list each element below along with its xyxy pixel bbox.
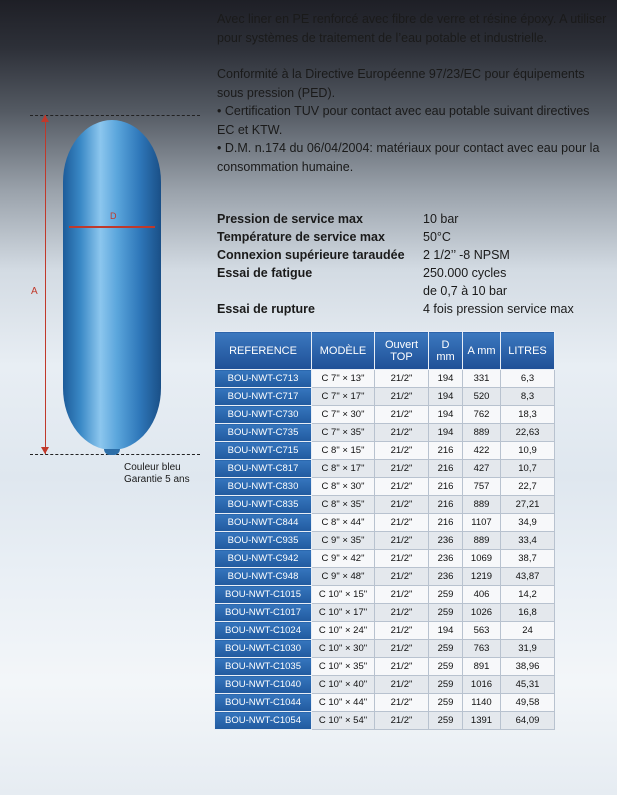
caption-color: Couleur bleu	[124, 462, 181, 473]
table-cell: 21/2"	[375, 640, 429, 658]
table-cell: BOU-NWT-C1030	[215, 640, 312, 658]
top-guide-line	[30, 115, 200, 116]
table-cell: 216	[429, 496, 463, 514]
table-row	[215, 406, 555, 424]
spec-value: 4 fois pression service max	[423, 302, 574, 316]
table-cell: 406	[463, 586, 501, 604]
table-cell: C 7" × 30"	[312, 406, 375, 424]
column-header: Ouvert TOP	[375, 332, 429, 370]
table-cell: 21/2"	[375, 568, 429, 586]
table-cell: BOU-NWT-C715	[215, 442, 312, 460]
table-cell: 259	[429, 658, 463, 676]
table-cell: 21/2"	[375, 658, 429, 676]
table-cell: 757	[463, 478, 501, 496]
table-cell: 14,2	[501, 586, 555, 604]
caption-warranty: Garantie 5 ans	[124, 474, 190, 485]
table-cell: 1219	[463, 568, 501, 586]
table-cell: C 7" × 13"	[312, 370, 375, 388]
column-header: D mm	[429, 332, 463, 370]
table-cell: 45,31	[501, 676, 555, 694]
table-cell: 34,9	[501, 514, 555, 532]
table-cell: 64,09	[501, 712, 555, 730]
table-cell: 21/2"	[375, 532, 429, 550]
table-cell: C 7" × 17"	[312, 388, 375, 406]
table-row	[215, 388, 555, 406]
table-cell: C 10" × 40"	[312, 676, 375, 694]
table-cell: BOU-NWT-C1054	[215, 712, 312, 730]
table-cell: 18,3	[501, 406, 555, 424]
table-cell: C 10" × 17"	[312, 604, 375, 622]
table-cell: BOU-NWT-C942	[215, 550, 312, 568]
spec-row	[217, 246, 574, 264]
table-row	[215, 676, 555, 694]
specifications-list	[217, 210, 574, 318]
reference-table	[214, 331, 555, 730]
table-cell: 21/2"	[375, 586, 429, 604]
table-cell: BOU-NWT-C935	[215, 532, 312, 550]
column-header: MODÈLE	[312, 332, 375, 370]
table-cell: 259	[429, 586, 463, 604]
table-row	[215, 424, 555, 442]
table-cell: BOU-NWT-C713	[215, 370, 312, 388]
intro-paragraph-2: Conformité à la Directive Européenne 97/23/EC pour équipements sous pression (PED).	[217, 67, 585, 100]
table-cell: 194	[429, 424, 463, 442]
table-cell: 22,7	[501, 478, 555, 496]
table-cell: C 10" × 15"	[312, 586, 375, 604]
spec-row	[217, 210, 574, 228]
table-cell: 10,7	[501, 460, 555, 478]
dimension-a-label: A	[31, 286, 38, 297]
table-cell: BOU-NWT-C730	[215, 406, 312, 424]
column-header: REFERENCE	[215, 332, 312, 370]
table-cell: 216	[429, 442, 463, 460]
table-cell: BOU-NWT-C817	[215, 460, 312, 478]
table-cell: 520	[463, 388, 501, 406]
table-cell: 21/2"	[375, 694, 429, 712]
table-cell: C 8" × 35"	[312, 496, 375, 514]
table-cell: C 8" × 15"	[312, 442, 375, 460]
table-row	[215, 568, 555, 586]
spec-value: 250.000 cycles de 0,7 à 10 bar	[423, 266, 508, 298]
product-description	[217, 10, 607, 176]
table-cell: 891	[463, 658, 501, 676]
table-cell: C 10" × 35"	[312, 658, 375, 676]
table-cell: 21/2"	[375, 496, 429, 514]
table-cell: 21/2"	[375, 424, 429, 442]
table-cell: BOU-NWT-C1035	[215, 658, 312, 676]
table-cell: 236	[429, 568, 463, 586]
table-row	[215, 622, 555, 640]
table-cell: 6,3	[501, 370, 555, 388]
table-cell: 21/2"	[375, 388, 429, 406]
table-row	[215, 460, 555, 478]
table-cell: 8,3	[501, 388, 555, 406]
table-cell: 259	[429, 640, 463, 658]
table-cell: 33,4	[501, 532, 555, 550]
table-cell: BOU-NWT-C1015	[215, 586, 312, 604]
table-row	[215, 658, 555, 676]
table-cell: 889	[463, 424, 501, 442]
table-header-row	[215, 332, 555, 370]
height-dimension-line	[45, 115, 46, 454]
table-cell: 259	[429, 712, 463, 730]
table-cell: 763	[463, 640, 501, 658]
table-cell: 194	[429, 406, 463, 424]
table-cell: 21/2"	[375, 442, 429, 460]
table-cell: BOU-NWT-C830	[215, 478, 312, 496]
column-header: LITRES	[501, 332, 555, 370]
table-cell: C 10" × 24"	[312, 622, 375, 640]
table-cell: 21/2"	[375, 514, 429, 532]
table-cell: C 10" × 54"	[312, 712, 375, 730]
table-cell: 762	[463, 406, 501, 424]
table-cell: 236	[429, 532, 463, 550]
table-cell: 889	[463, 532, 501, 550]
table-row	[215, 550, 555, 568]
spec-label: Essai de rupture	[217, 302, 315, 316]
table-row	[215, 586, 555, 604]
table-cell: 21/2"	[375, 604, 429, 622]
table-cell: 38,7	[501, 550, 555, 568]
table-cell: 889	[463, 496, 501, 514]
table-cell: C 7" × 35"	[312, 424, 375, 442]
table-cell: C 10" × 44"	[312, 694, 375, 712]
spec-label: Température de service max	[217, 230, 385, 244]
table-cell: BOU-NWT-C948	[215, 568, 312, 586]
table-body	[215, 370, 555, 730]
table-row	[215, 694, 555, 712]
table-row	[215, 514, 555, 532]
table-cell: 49,58	[501, 694, 555, 712]
tank-diagram	[0, 100, 210, 500]
table-cell: 1107	[463, 514, 501, 532]
table-cell: C 9" × 48"	[312, 568, 375, 586]
table-cell: C 10" × 30"	[312, 640, 375, 658]
table-cell: 43,87	[501, 568, 555, 586]
table-cell: 194	[429, 622, 463, 640]
table-cell: 21/2"	[375, 676, 429, 694]
table-row	[215, 640, 555, 658]
table-cell: 10,9	[501, 442, 555, 460]
table-cell: 194	[429, 370, 463, 388]
table-row	[215, 532, 555, 550]
arrow-up-icon	[41, 115, 49, 122]
table-cell: C 8" × 44"	[312, 514, 375, 532]
spec-row	[217, 264, 574, 300]
table-cell: BOU-NWT-C844	[215, 514, 312, 532]
spec-value: 10 bar	[423, 212, 459, 226]
table-cell: BOU-NWT-C1040	[215, 676, 312, 694]
spec-label: Connexion supérieure taraudée	[217, 248, 405, 262]
table-cell: 331	[463, 370, 501, 388]
table-cell: 427	[463, 460, 501, 478]
table-cell: 21/2"	[375, 370, 429, 388]
table-cell: C 9" × 42"	[312, 550, 375, 568]
intro-paragraph-4: • D.M. n.174 du 06/04/2004: matériaux pour contact avec eau pour la consommation humaine.	[217, 141, 600, 174]
table-cell: 27,21	[501, 496, 555, 514]
table-cell: 259	[429, 676, 463, 694]
table-cell: 1069	[463, 550, 501, 568]
table-cell: BOU-NWT-C1044	[215, 694, 312, 712]
table-cell: 21/2"	[375, 550, 429, 568]
table-cell: 38,96	[501, 658, 555, 676]
diameter-dimension-line	[69, 226, 155, 228]
intro-paragraph-3: • Certification TUV pour contact avec eau potable suivant directives EC et KTW.	[217, 104, 590, 137]
table-row	[215, 604, 555, 622]
table-cell: 22,63	[501, 424, 555, 442]
table-row	[215, 712, 555, 730]
table-cell: 1026	[463, 604, 501, 622]
table-cell: 21/2"	[375, 478, 429, 496]
table-cell: 1016	[463, 676, 501, 694]
table-cell: C 9" × 35"	[312, 532, 375, 550]
table-cell: 24	[501, 622, 555, 640]
table-cell: 563	[463, 622, 501, 640]
table-cell: 216	[429, 514, 463, 532]
intro-paragraph-1: Avec liner en PE renforcé avec fibre de verre et résine époxy. A utiliser pour systèmes de traitement de l’eau potable et industrielle.	[217, 12, 607, 45]
dimension-d-label: D	[110, 211, 117, 221]
diagram-caption	[124, 462, 190, 486]
table-cell: BOU-NWT-C717	[215, 388, 312, 406]
table-cell: 236	[429, 550, 463, 568]
table-cell: C 8" × 30"	[312, 478, 375, 496]
table-cell: 216	[429, 460, 463, 478]
table-cell: 422	[463, 442, 501, 460]
table-cell: 1391	[463, 712, 501, 730]
table-cell: 31,9	[501, 640, 555, 658]
spec-value: 50°C	[423, 230, 451, 244]
table-cell: 259	[429, 694, 463, 712]
table-cell: BOU-NWT-C1024	[215, 622, 312, 640]
table-cell: 216	[429, 478, 463, 496]
spec-row	[217, 300, 574, 318]
spec-row	[217, 228, 574, 246]
spec-value: 2 1/2’’ -8 NPSM	[423, 248, 510, 262]
table-cell: 259	[429, 604, 463, 622]
table-cell: 21/2"	[375, 622, 429, 640]
table-cell: 21/2"	[375, 712, 429, 730]
table-row	[215, 442, 555, 460]
table-row	[215, 496, 555, 514]
table-row	[215, 478, 555, 496]
column-header: A mm	[463, 332, 501, 370]
table-cell: 194	[429, 388, 463, 406]
table-cell: 21/2"	[375, 460, 429, 478]
table-cell: 21/2"	[375, 406, 429, 424]
arrow-down-icon	[41, 447, 49, 454]
table-cell: BOU-NWT-C835	[215, 496, 312, 514]
spec-label: Pression de service max	[217, 212, 363, 226]
pressure-vessel-image	[63, 120, 161, 450]
table-cell: BOU-NWT-C735	[215, 424, 312, 442]
table-cell: BOU-NWT-C1017	[215, 604, 312, 622]
spec-label: Essai de fatigue	[217, 266, 313, 280]
table-cell: 1140	[463, 694, 501, 712]
table-cell: 16,8	[501, 604, 555, 622]
table-row	[215, 370, 555, 388]
table-cell: C 8" × 17"	[312, 460, 375, 478]
